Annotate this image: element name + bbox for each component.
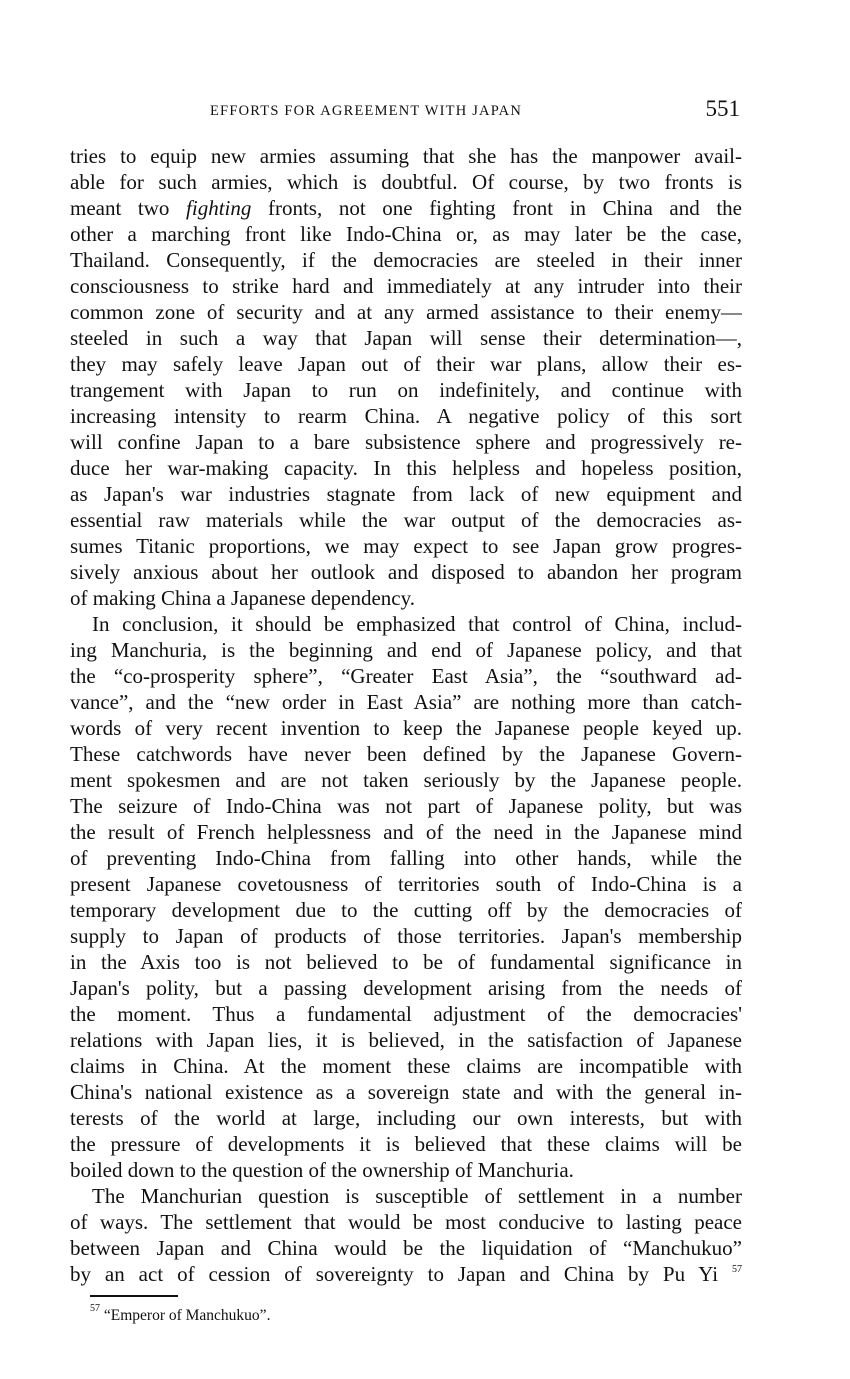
text-line: the “co-prosperity sphere”, “Greater East Asia”, the “southward ad- — [70, 664, 742, 688]
text-line: essential raw materials while the war output of the democracies as- — [70, 508, 742, 532]
paragraph-3 — [70, 1183, 742, 1287]
text-line: Japan's polity, but a passing development arising from the needs of — [70, 976, 742, 1000]
text-line: The Manchurian question is susceptible of settlement in a number — [92, 1184, 742, 1208]
text-line: Thailand. Consequently, if the democracies are steeled in their inner — [70, 248, 742, 272]
text-line: temporary development due to the cutting off by the democracies of — [70, 898, 742, 922]
text-line: of making China a Japanese dependency. — [70, 586, 416, 610]
text-line: the moment. Thus a fundamental adjustment of the democracies' — [70, 1002, 742, 1026]
text-line: in the Axis too is not believed to be of fundamental significance in — [70, 950, 742, 974]
text-line: they may safely leave Japan out of their war plans, allow their es- — [70, 352, 742, 376]
text-line: the result of French helplessness and of the need in the Japanese mind — [70, 820, 742, 844]
text-line: tries to equip new armies assuming that she has the manpower avail- — [70, 144, 742, 168]
text-segment: meant two — [70, 196, 187, 220]
paragraph-1 — [70, 143, 742, 611]
text-line: ing Manchuria, is the beginning and end of Japanese policy, and that — [70, 638, 742, 662]
text-segment: by an act of cession of sovereignty to Japan and China by Pu Yi — [70, 1262, 719, 1286]
text-line: increasing intensity to rearm China. A negative policy of this sort — [70, 404, 742, 428]
text-line: boiled down to the question of the ownership of Manchuria. — [70, 1158, 574, 1182]
text-line: trangement with Japan to run on indefinitely, and continue with — [70, 378, 742, 402]
text-line: sively anxious about her outlook and disposed to abandon her program — [70, 560, 742, 584]
text-line: of ways. The settlement that would be most conducive to lasting peace — [70, 1210, 742, 1234]
text-line: the pressure of developments it is believed that these claims will be — [70, 1132, 742, 1156]
text-line: other a marching front like Indo-China or, as may later be the case, — [70, 222, 742, 246]
text-line: as Japan's war industries stagnate from lack of new equipment and — [70, 482, 742, 506]
text-line: China's national existence as a sovereign state and with the general in- — [70, 1080, 742, 1104]
page-number: 551 — [705, 96, 740, 121]
text-line: claims in China. At the moment these claims are incompatible with — [70, 1054, 742, 1078]
footnote-reference[interactable]: 57 — [732, 1264, 742, 1275]
text-line — [70, 195, 742, 221]
text-line: common zone of security and at any armed assistance to their enemy— — [70, 300, 742, 324]
text-line: terests of the world at large, including our own interests, but with — [70, 1106, 742, 1130]
text-line: The seizure of Indo-China was not part of Japanese polity, but was — [70, 794, 742, 818]
text-line: sumes Titanic proportions, we may expect to see Japan grow progres- — [70, 534, 742, 558]
text-line: relations with Japan lies, it is believed, in the satisfaction of Japanese — [70, 1028, 742, 1052]
body-text — [70, 143, 742, 1287]
text-line: These catchwords have never been defined by the Japanese Govern- — [70, 742, 742, 766]
text-line: supply to Japan of products of those territories. Japan's membership — [70, 924, 742, 948]
text-line: consciousness to strike hard and immediately at any intruder into their — [70, 274, 742, 298]
text-line: between Japan and China would be the liquidation of “Manchukuo” — [70, 1236, 742, 1260]
text-line: steeled in such a way that Japan will sense their determination—, — [70, 326, 742, 350]
text-line: duce her war-making capacity. In this helpless and hopeless position, — [70, 456, 742, 480]
paragraph-2 — [70, 611, 742, 1183]
emphasis-text: fighting — [186, 196, 252, 220]
footnote-marker: 57 — [90, 1303, 100, 1314]
text-line: able for such armies, which is doubtful. Of course, by two fronts is — [70, 170, 742, 194]
text-line: words of very recent invention to keep the Japanese people keyed up. — [70, 716, 742, 740]
text-line: vance”, and the “new order in East Asia” are nothing more than catch- — [70, 690, 742, 714]
footnote-text: “Emperor of Manchukuo”. — [100, 1307, 271, 1324]
footnote — [90, 1303, 271, 1326]
text-segment: fronts, not one fighting front in China and the — [251, 196, 742, 220]
text-line: present Japanese covetousness of territories south of Indo-China is a — [70, 872, 742, 896]
running-title: EFFORTS FOR AGREEMENT WITH JAPAN — [210, 103, 523, 119]
footnote-divider — [90, 1295, 178, 1297]
text-line: ment spokesmen and are not taken seriously by the Japanese people. — [70, 768, 742, 792]
text-line: In conclusion, it should be emphasized that control of China, includ- — [92, 612, 742, 636]
text-line: of preventing Indo-China from falling into other hands, while the — [70, 846, 742, 870]
running-head — [70, 96, 742, 128]
text-line: will confine Japan to a bare subsistence sphere and progressively re- — [70, 430, 742, 454]
text-line — [70, 1261, 742, 1287]
